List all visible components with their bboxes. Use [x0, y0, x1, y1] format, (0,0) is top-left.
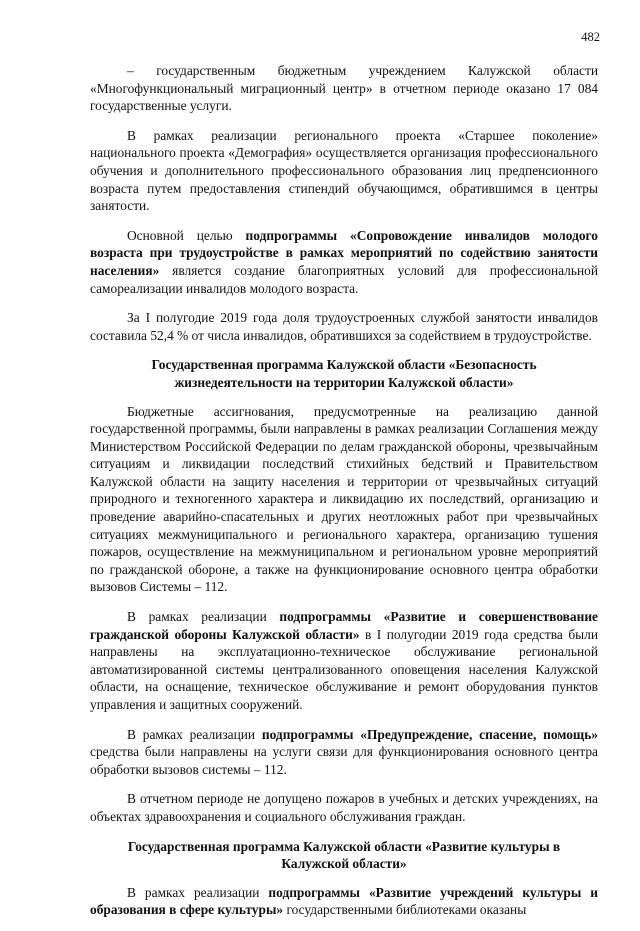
paragraph-text: В рамках реализации: [127, 609, 280, 625]
subprogram-title: подпрограммы «Развитие учреждений культуры и образования в сфере культуры»: [90, 884, 598, 918]
section-heading-culture: Государственная программа Калужской области «Развитие культуры в Калужской области»: [127, 838, 561, 872]
subprogram-title: подпрограммы «Сопровождение инвалидов молодого возраста при трудоустройстве в рамках мероприятий по содействию занятости населения»: [90, 227, 598, 278]
paragraph-culture-institutions: [90, 884, 598, 919]
paragraph-migration-center: – государственным бюджетным учреждением Калужской области «Многофункциональный миграционный центр» в отчетном периоде оказано 17 084 государственные услуги.: [90, 63, 598, 114]
paragraph-text: является создание благоприятных условий для профессиональной самореализации инвалидов молодого возраста.: [90, 262, 598, 296]
paragraph-text: В рамках реализации: [127, 726, 262, 742]
subprogram-title: подпрограммы «Предупреждение, спасение, помощь»: [261, 726, 598, 742]
paragraph-senior-generation: В рамках реализации регионального проекта «Старшее поколение» национального проекта «Демография» осуществляется организация профессионального обучения и дополнительного профессионального образования лиц предпенсионного возраста путем предоставления стипендий обучающимся, обратившимся в центры занятости.: [90, 127, 598, 214]
paragraph-disabled-youth-goal: [90, 227, 598, 297]
paragraph-budget-allocations: Бюджетные ассигнования, предусмотренные на реализацию данной государственной программы, были направлены в рамках реализации Соглашения между Министерством Российской Федерации по делам гражданской обороны, чрезвычайным ситуациям и ликвидации последствий стихийных бедствий и Правительством Калужской области на защиту населения и территории от чрезвычайных ситуаций природного и техногенного характера и ликвидацию их последствий, организацию и проведение аварийно-спасательных и других неотложных работ при чрезвычайных ситуациях межмуниципального и регионального характера, организацию тушения пожаров, осуществление на межмуниципальном и региональном уровне мероприятий по гражданской обороне, а также на функционирование основного центра обработки вызовов Системы – 112.: [90, 403, 598, 595]
paragraph-prevention-rescue: [90, 726, 598, 779]
subprogram-title: подпрограммы «Развитие и совершенствование гражданской обороны Калужской области»: [90, 609, 598, 642]
paragraph-text: Основной целью: [127, 227, 246, 243]
paragraph-text: в I полугодии 2019 года средства были направлены на эксплуатационно-техническое обслуживание региональной автоматизированной системы централизованного оповещения населения Калужской области, на оснащение, техническое обслуживание и ремонт оборудования пунктов управления и защитных сооружений.: [90, 626, 598, 712]
document-body: [90, 62, 598, 931]
paragraph-text: средства были направлены на услуги связи для функционирования основного центра обработки вызовов системы – 112.: [90, 744, 598, 777]
paragraph-text: государственными библиотеками оказаны: [283, 902, 527, 918]
paragraph-text: В рамках реализации: [127, 884, 269, 900]
section-heading-safety: Государственная программа Калужской области «Безопасность жизнедеятельности на территории Калужской области»: [151, 357, 537, 390]
page-number: 482: [581, 30, 600, 44]
paragraph-no-fires: В отчетном периоде не допущено пожаров в учебных и детских учреждениях, на объектах здравоохранения и социального обслуживания граждан.: [90, 791, 598, 824]
paragraph-civil-defense: [90, 608, 598, 714]
paragraph-employment-share: За I полугодие 2019 года доля трудоустроенных службой занятости инвалидов составила 52,4 % от числа инвалидов, обратившихся за содействием в трудоустройстве.: [90, 310, 598, 343]
